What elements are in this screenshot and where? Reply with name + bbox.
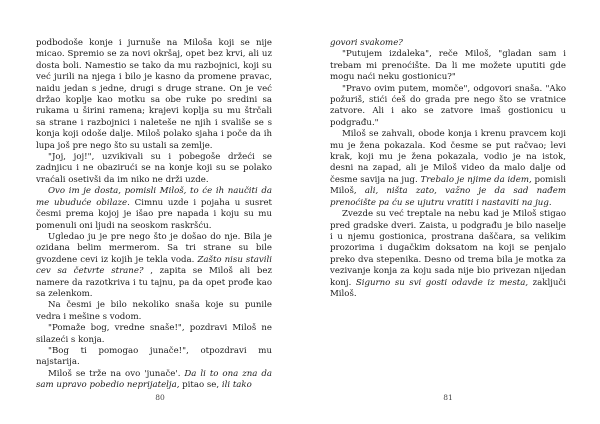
right-paragraph <box>330 38 566 49</box>
right-paragraph <box>330 129 566 209</box>
right-italic-text: govori svakome? <box>330 38 403 48</box>
left-paragraph <box>36 346 272 369</box>
right-text-run: Zvezde su već treptale na nebu kad je Miloš stigao pred gradske dveri. Zaista, u podgrađu je bilo naselje i u njemu gostionica, prostrana daščara, sa velikim prozorima i dugačkim doksatom na koji se penjalo preko dva stepenika. Desno od trema bila je motka za vezivanje konja za koju sada nije bio privezan nijedan konj. <box>330 209 566 288</box>
left-paragraph <box>36 232 272 300</box>
right-paragraph <box>330 49 566 83</box>
left-paragraph <box>36 152 272 186</box>
left-page-number: 80 <box>155 393 165 402</box>
right-italic-text: Trebalo je njime da idem, <box>420 174 532 185</box>
right-text-run: "Pravo ovim putem, momče", odgovori snaša. "Ako požuriš, stići ćeš do grada pre nego što se vratnice zatvore. Ali i ako se zatvore imaš gostionicu u podgrađu." <box>330 83 566 128</box>
left-italic-text: ili tako <box>221 380 252 391</box>
left-paragraph <box>36 369 272 392</box>
right-paragraph <box>330 84 566 130</box>
right-italic-text: ali, ništa zato, važno je da sad nađem prenoćište pa ću se ujutru vratiti i nastaviti na jug. <box>330 186 566 208</box>
left-italic-text: Da li to ona zna da sam upravo pobedio neprijatelja, <box>36 368 272 391</box>
left-text-run: "Bog ti pomogao junače!", otpozdravi mu najstarija. <box>36 345 272 368</box>
left-italic-text: Ovo im je dosta, pomisli Miloš, to će ih naučiti da me ubuduće obilaze. <box>36 186 272 208</box>
right-text-run: zaključi Miloš. <box>330 277 566 299</box>
right-text-run: Miloš se zahvali, obode konja i krenu pravcem koji mu je žena pokazala. Kod česme se put račvao; levi krak, koji mu je žena pokazala, vodio je na istok, desni na zapad, ali je Miloš video da malo dalje od česme savija na jug. <box>330 129 566 185</box>
left-text-run: pitao se, <box>179 380 222 391</box>
left-paragraph <box>36 300 272 323</box>
left-text-run: Cimnu uzde i pojaha u susret česmi prema kojoj je išao pre napada i koju su mu pomenuli oni ljudi na seoskom raskršću. <box>36 197 272 231</box>
left-page-text <box>36 38 272 392</box>
left-paragraph <box>36 38 272 152</box>
right-page-text <box>330 38 566 300</box>
left-paragraph <box>36 186 272 232</box>
left-text-run: Ugledao ju je pre nego što je došao do nje. Bila je ozidana belim mermerom. Sa tri strane su bile gvozdene cevi iz kojih je tekla voda. <box>36 231 272 265</box>
right-page <box>300 0 600 424</box>
left-text-run: "Pomaže bog, vredne snaše!", pozdravi Miloš ne silazeći s konja. <box>36 323 272 345</box>
left-paragraph <box>36 323 272 346</box>
left-text-run: "Joj, joj!", uzvikivali su i pobegoše držeći se zadnjicu i ne obazirući se na konje koji su se polako vraćali osetivši da im niko ne drži uzde. <box>36 152 272 185</box>
right-paragraph <box>330 209 566 300</box>
right-italic-text: Sigurno su svi gosti odavde iz mesta, <box>355 277 529 288</box>
right-text-run: "Putujem izdaleka", reče Miloš, "gladan sam i trebam mi prenoćište. Da li me možete uputiti gde mogu naći neku gostionicu?" <box>330 49 566 83</box>
right-page-number: 81 <box>443 393 453 402</box>
left-text-run: Miloš se trže na ovo 'junače'. <box>48 368 185 379</box>
right-text-run: pomisli Miloš, <box>330 174 566 197</box>
left-text-run: Na česmi je bilo nekoliko snaša koje su punile vedra i mešine s vodom. <box>36 300 272 322</box>
left-text-run: , zapita se Miloš ali bez namere da razotkriva i tu tajnu, pa da opet prođe kao sa zelenkom. <box>36 266 272 299</box>
left-italic-text: Zašto nisu stavili cev sa četvrte strane? <box>36 254 272 277</box>
left-text-run: podbodoše konje i jurnuše na Miloša koji se nije micao. Spremio se za novi okršaj, opet bez krvi, ali uz dosta boli. Namestio se tako da mu razbojnici, koji su već jurili na njega i bilo je kasno da promene pravac, naidu jedan s jedne, drugi s druge strane. On je već držao koplje kao motku sa obe ruke po sredini sa rukama u širini ramena; krajevi koplja su mu štrčali sa strane i razbojnici i naleteše ne njih i svališe se s konja koji odoše dalje. Miloš polako sjaha i poče da ih lupa još pre nego što su ustali sa zemlje. <box>36 38 272 151</box>
